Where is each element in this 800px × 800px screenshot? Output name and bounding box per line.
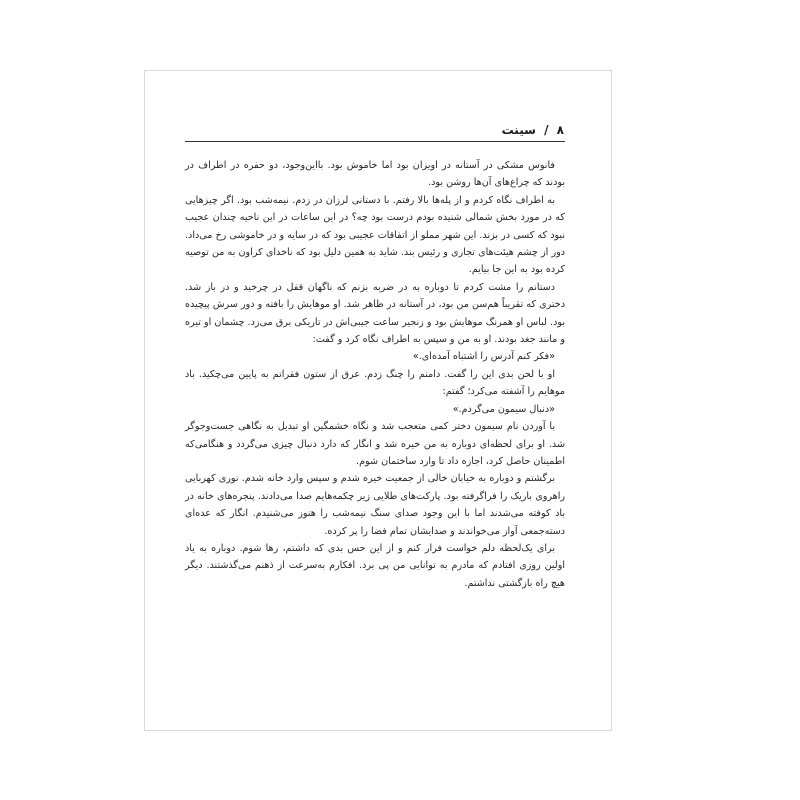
paragraph: با آوردن نام سیمون دختر کمی متعجب شد و نگاه خشمگین او تبدیل به نگاهی جست‌وجوگر شد. او برای لحظه‌ای دوباره به من خیره شد و انگار که دارد دنبال چیزی می‌گردد و هنگامی‌که اطمینان حاصل کرد، اجازه داد تا وارد ساختمان شوم.: [185, 421, 565, 467]
page-number: ۸: [556, 123, 564, 137]
paragraph: فانوس مشکی در آستانه در اویزان بود اما خاموش بود. بااین‌وجود، دو حفره در اطراف در بودند که چراغ‌های آن‌ها روشن بود.: [185, 160, 565, 189]
paragraph: برگشتم و دوباره به خیابان خالی از جمعیت خیره شدم و سپس وارد خانه شدم. نوری کهربایی راهروی باریک را فراگرفته بود. پارکت‌های طلایی زیر چکمه‌هایم صدا می‌دادند. پنجره‌های خانه در باد کوفته می‌شدند اما با این وجود صدای سنگ نیمه‌شب را هنوز می‌شنیدم. انگار که عده‌ای دسته‌جمعی آواز می‌خواندند و صدایشان تمام فضا را پر کرده.: [185, 473, 565, 537]
paragraph: «دنبال سیمون می‌گردم.»: [452, 403, 555, 415]
paragraph: او با لحن بدی این را گفت. دامنم را چنگ زدم. عرق از ستون فقراتم به پایین می‌چکید. باد موهایم را آشفته می‌کرد؛ گفتم:: [185, 368, 565, 398]
page-header: [502, 123, 564, 137]
paragraph: دستانم را مشت کردم تا دوباره به در ضربه بزنم که ناگهان قفل در چرخید و در باز شد. دختری که تقریباً هم‌سن من بود، در آستانه در ظاهر شد. او موهایش را بافته و دور سرش پیچیده بود. لباس او همرنگ موهایش بود و زنجیر ساعت جیبی‌اش در تاریکی برق می‌زد. چشمان او تیره و مانند جغد بودند. او به من و سپس به اطراف نگاه کرد و گفت:: [185, 281, 565, 346]
paragraph: به اطراف نگاه کردم و از پله‌ها بالا رفتم. با دستانی لرزان در زدم. نیمه‌شب بود. اگر چیزهایی که در مورد بخش شمالی شنیده بودم درست بود چه؟ در این ساعات در این ناحیه چندان عجیب نبود که کسی در بزند. این شهر مملو از اتفاقات عجیبی بود که در سایه و در خاموشی رخ می‌داد. دور از چشم هیئت‌های تجاری و رئیس بند. شاید به همین دلیل بود که ناخدای کراون به من توصیه کرده بود به این جا بیایم.: [185, 194, 565, 276]
body-text: [185, 157, 565, 592]
running-title: سینت: [501, 123, 536, 137]
paragraph: برای یک‌لحظه دلم خواست فرار کنم و از این حس بدی که داشتم، رها شوم. دوباره به یاد اولین روزی افتادم که مادرم به توانایی من پی برد. افکارم به‌سرعت از ذهنم می‌گذشتند. دیگر هیچ راه بازگشتی نداشتم.: [185, 542, 565, 589]
book-page: [144, 70, 612, 731]
paragraph: «فکر کنم آدرس را اشتباه آمده‌ای.»: [412, 351, 555, 363]
header-rule: [185, 141, 565, 142]
header-separator: /: [544, 123, 549, 137]
